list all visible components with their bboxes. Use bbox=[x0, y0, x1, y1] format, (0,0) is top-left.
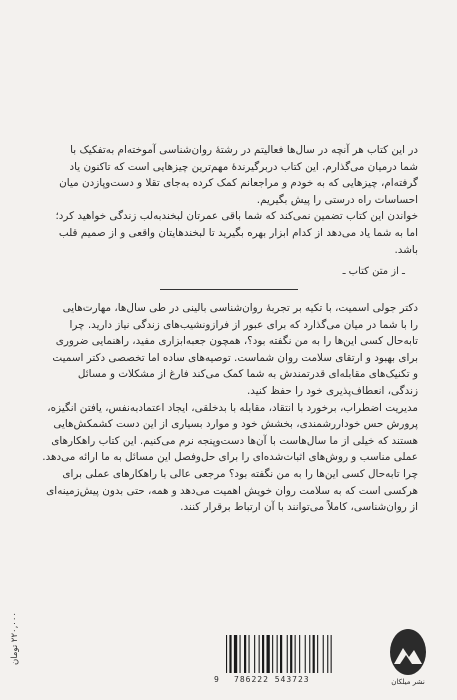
description-line: دکتر جولی اسمیت، با تکیه بر تجربۀ روان‌شناسی بالینی در طی سال‌ها، مهارت‌هایی bbox=[62, 302, 418, 314]
description-line: و تکنیک‌های مقابله‌ای قدرتمندش به شما کمک می‌کند فارغ از مشکلات و مسائل bbox=[77, 368, 418, 381]
excerpt-line: احساسات راه درستی را پیش بگیریم. bbox=[256, 193, 418, 206]
excerpt-line: شما درمیان می‌گذارم. این کتاب دربرگیرندۀ مهم‌ترین چیزهایی است که تاکنون یاد bbox=[69, 160, 418, 173]
publisher-name: نشر میلکان bbox=[391, 678, 425, 686]
section-divider bbox=[160, 289, 298, 290]
description-line: تابه‌حال کسی این‌ها را به من نگفته بود؟، همچون جعبه‌ابزاری مفید، راهنمایی ضروری bbox=[55, 335, 418, 348]
isbn-prefix: 9 bbox=[214, 675, 219, 684]
excerpt-line: خواندن این کتاب تضمین نمی‌کند که شما باقی عمرتان لبخندبه‌لب زندگی خواهید کرد؛ bbox=[55, 210, 418, 223]
price-label: ۲۲۰,۰۰۰ تومان bbox=[10, 612, 20, 665]
excerpt-line: باشد. bbox=[394, 243, 418, 256]
excerpt-line: در این کتاب هر آنچه در سال‌ها فعالیتم در رشتۀ روان‌شناسی آموخته‌ام به‌تفکیک با bbox=[70, 144, 418, 156]
excerpt-source: ـ از متن کتاب ـ bbox=[342, 266, 405, 277]
isbn-number: 786222 543723 bbox=[234, 675, 310, 684]
description-line: هستند که خیلی از ما سال‌هاست با آن‌ها دست‌وپنجه نرم می‌کنیم. این کتاب راهکارهای bbox=[51, 434, 418, 447]
mountain-logo-icon bbox=[388, 628, 428, 680]
description-line: پرورش حس خوداررشمندی، بخشش خود و موارد بسیاری از این دست کشمکش‌هایی bbox=[53, 418, 418, 431]
description-line: زندگی، انعطاف‌پذیری خود را حفظ کنید. bbox=[246, 384, 418, 397]
description-line: را با شما در میان می‌گذارد که برای عبور از فرازونشیب‌های زندگی نیاز دارید. چرا bbox=[69, 318, 418, 331]
book-excerpt bbox=[38, 142, 418, 258]
excerpt-line: اما به شما یاد می‌دهد از کدام ابزار بهره بگیرید تا لبخندهایتان واقعی و از صمیم قلب bbox=[58, 226, 418, 239]
description-line: از روان‌شناسی، کاملاً می‌توانند با آن ارتباط برقرار کنند. bbox=[180, 501, 418, 514]
description-line: مدیریت اضطراب، برخورد با انتقاد، مقابله با بدخلقی، ایجاد اعتمادبه‌نفس، یافتن انگیزه، bbox=[47, 401, 418, 414]
isbn-barcode bbox=[214, 635, 374, 685]
description-line: هرکسی است که به سلامت روان خویش اهمیت می‌دهد و همه، حتی بدون پیش‌زمینه‌ای bbox=[46, 484, 418, 497]
description-line: برای بهبود و ارتقای سلامت روان شماست. توصیه‌های ساده اما تخصصی دکتر اسمیت bbox=[52, 351, 418, 364]
description-line: چرا تابه‌حال کسی این‌ها را به من نگفته بود؟ مرجعی عالی با راهکارهای عملی برای bbox=[62, 467, 418, 480]
excerpt-line: گرفته‌ام، چیزهایی که به خودم و مراجعانم کمک کرده به‌جای تقلا و دست‌وپازدن میان bbox=[59, 177, 418, 190]
book-description bbox=[38, 300, 418, 516]
description-line: عملی مناسب و روش‌های اثبات‌شده‌ای را برای حل‌وفصل این مسائل به ما ارائه می‌دهد. bbox=[42, 451, 418, 464]
barcode-icon bbox=[214, 635, 374, 675]
